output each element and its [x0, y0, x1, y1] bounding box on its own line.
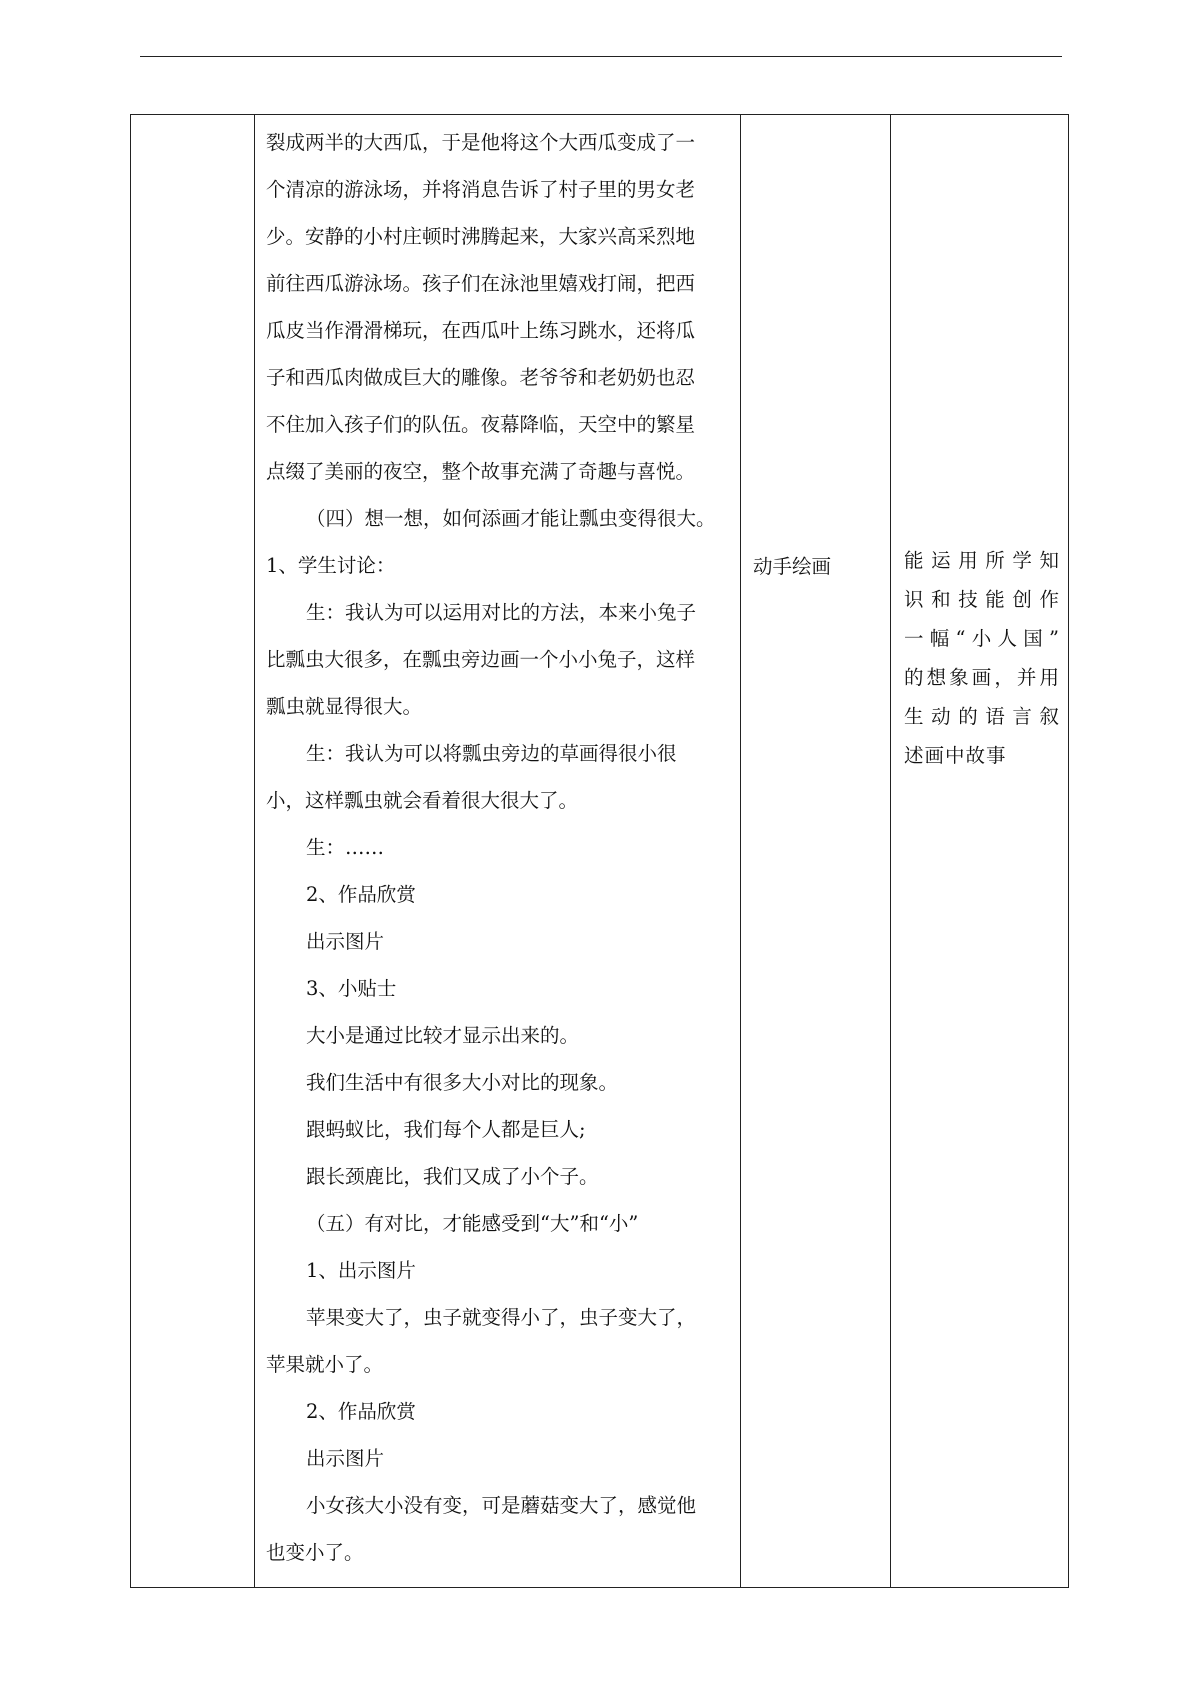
content-line: 瓜皮当作滑滑梯玩，在西瓜叶上练习跳水，还将瓜 [266, 319, 696, 342]
content-line: 不住加入孩子们的队伍。夜幕降临，天空中的繁星 [266, 413, 696, 436]
content-line: 生：…… [306, 836, 385, 859]
content-line: 大小是通过比较才显示出来的。 [306, 1024, 580, 1047]
content-line: 出示图片 [306, 930, 385, 953]
content-line: 生：我认为可以将瓢虫旁边的草画得很小很 [306, 742, 677, 765]
goal-line: 的想象画，并用 [904, 666, 1059, 689]
header-rule [140, 56, 1062, 57]
column-divider-3 [890, 115, 891, 1587]
content-line: 3、小贴士 [306, 977, 397, 1000]
content-line: 跟长颈鹿比，我们又成了小个子。 [306, 1165, 599, 1188]
content-line: 瓢虫就显得很大。 [266, 695, 423, 718]
content-line: 前往西瓜游泳场。孩子们在泳池里嬉戏打闹，把西 [266, 272, 696, 295]
teaching-content-column [266, 119, 734, 1576]
section-heading-5: （五）有对比，才能感受到“大”和“小” [306, 1212, 639, 1235]
content-line: 裂成两半的大西瓜，于是他将这个大西瓜变成了一 [266, 131, 696, 154]
lesson-table [130, 114, 1069, 1588]
student-activity-cell: 动手绘画 [753, 555, 832, 578]
goal-line: 述画中故事 [904, 744, 1007, 767]
column-divider-1 [254, 115, 255, 1587]
content-line: 小，这样瓢虫就会看着很大很大了。 [266, 789, 579, 812]
column-divider-2 [740, 115, 741, 1587]
content-line: 苹果变大了，虫子就变得小了，虫子变大了， [306, 1306, 697, 1329]
goal-line: 一幅“小人国” [904, 627, 1059, 650]
content-line: 个清凉的游泳场，并将消息告诉了村子里的男女老 [266, 178, 696, 201]
content-line: 子和西瓜肉做成巨大的雕像。老爷爷和老奶奶也忍 [266, 366, 696, 389]
content-line: 2、作品欣赏 [306, 883, 416, 906]
design-intent-cell [904, 541, 1059, 775]
content-line: 2、作品欣赏 [306, 1400, 416, 1423]
goal-line: 生动的语言叙 [904, 705, 1059, 728]
content-line: 1、学生讨论： [266, 554, 396, 577]
content-line: 我们生活中有很多大小对比的现象。 [306, 1071, 619, 1094]
content-line: 出示图片 [306, 1447, 385, 1470]
goal-line: 识和技能创作 [904, 588, 1059, 611]
content-line: 比瓢虫大很多，在瓢虫旁边画一个小小兔子，这样 [266, 648, 696, 671]
content-line: 点缀了美丽的夜空，整个故事充满了奇趣与喜悦。 [266, 460, 696, 483]
content-line: 生：我认为可以运用对比的方法，本来小兔子 [306, 601, 697, 624]
goal-line: 能运用所学知 [904, 549, 1059, 572]
content-line: 1、出示图片 [306, 1259, 416, 1282]
section-heading-4: （四）想一想，如何添画才能让瓢虫变得很大。 [306, 507, 716, 530]
content-line: 小女孩大小没有变，可是蘑菇变大了，感觉他 [306, 1494, 697, 1517]
content-line: 跟蚂蚁比，我们每个人都是巨人; [306, 1118, 586, 1141]
content-line: 苹果就小了。 [266, 1353, 384, 1376]
content-line: 少。安静的小村庄顿时沸腾起来，大家兴高采烈地 [266, 225, 696, 248]
content-line: 也变小了。 [266, 1541, 364, 1564]
